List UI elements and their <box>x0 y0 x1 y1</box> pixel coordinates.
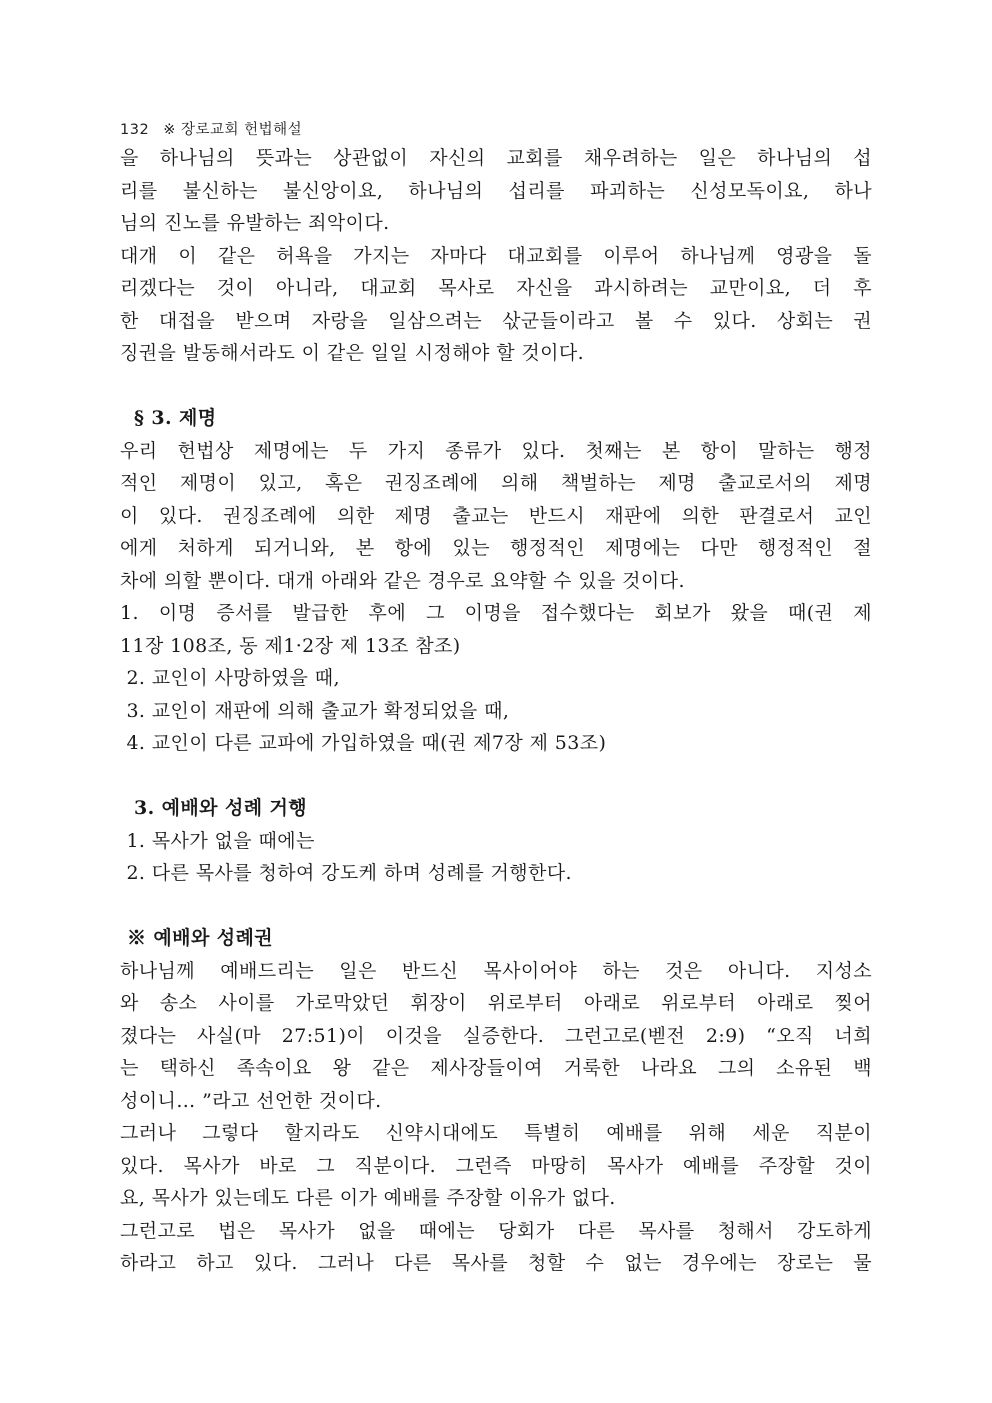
text-line: 는 택하신 족속이요 왕 같은 제사장들이여 거룩한 나라요 그의 소유된 백 <box>120 1057 872 1079</box>
text-line: 11장 108조, 동 제1·2장 제 13조 참조) <box>120 634 461 657</box>
list-item: 1. 목사가 없을 때에는 <box>120 829 315 852</box>
list <box>120 662 872 760</box>
text-line: 대개 이 같은 허욕을 가지는 자마다 대교회를 이루어 하나님께 영광을 돌 <box>120 244 872 267</box>
section-heading: ※ 예배와 성례권 <box>120 927 273 949</box>
section-heading: 3. 예배와 성례 거행 <box>120 797 307 819</box>
list-item: 2. 다른 목사를 청하여 강도케 하며 성례를 거행한다. <box>120 862 572 884</box>
text-line: 한 대접을 받으며 자랑을 일삼으려는 삯군들이라고 볼 수 있다. 상회는 권 <box>120 309 872 332</box>
text-line: 하라고 하고 있다. 그러나 다른 목사를 청할 수 없는 경우에는 장로는 물 <box>120 1252 872 1274</box>
spacer <box>120 890 872 923</box>
text-line: 졌다는 사실(마 27:51)이 이것을 실증한다. 그런고로(벧전 2:9) “오직 너희 <box>120 1024 872 1047</box>
list <box>120 825 872 890</box>
body-text <box>120 142 872 1280</box>
text-line: 이 있다. 권징조례에 의한 제명 출교는 반드시 재판에 의한 판결로서 교인 <box>120 504 872 527</box>
paragraph <box>120 240 872 370</box>
text-line: 에게 처하게 되거니와, 본 항에 있는 행정적인 제명에는 다만 행정적인 절 <box>120 537 872 559</box>
text-line: 징권을 발동해서라도 이 같은 일일 시정해야 할 것이다. <box>120 342 585 364</box>
text-line: 을 하나님의 뜻과는 상관없이 자신의 교회를 채우려하는 일은 하나님의 섭 <box>120 147 872 169</box>
list-item <box>120 597 872 662</box>
paragraph <box>120 1117 872 1215</box>
text-line: 1. 이명 증서를 발급한 후에 그 이명을 접수했다는 회보가 왔을 때(권 제 <box>120 602 872 624</box>
text-line: 님의 진노를 유발하는 죄악이다. <box>120 212 390 234</box>
running-title: ※ 장로교회 헌법해설 <box>163 122 303 138</box>
list-item: 2. 교인이 사망하였을 때, <box>120 667 340 689</box>
paragraph <box>120 435 872 598</box>
text-line: 그러나 그렇다 할지라도 신약시대에도 특별히 예배를 위해 세운 직분이 <box>120 1122 872 1144</box>
spacer <box>120 370 872 403</box>
text-line: 있다. 목사가 바로 그 직분이다. 그런즉 마땅히 목사가 예배를 주장할 것이 <box>120 1154 872 1177</box>
paragraph <box>120 955 872 1118</box>
page-number: 132 <box>120 122 150 138</box>
section-heading: § 3. 제명 <box>120 407 217 429</box>
text-line: 하나님께 예배드리는 일은 반드신 목사이어야 하는 것은 아니다. 지성소 <box>120 959 872 982</box>
text-line: 성이니… ”라고 선언한 것이다. <box>120 1089 382 1112</box>
paragraph <box>120 1215 872 1280</box>
text-line: 적인 제명이 있고, 혹은 권징조례에 의해 책벌하는 제명 출교로서의 제명 <box>120 472 872 494</box>
text-line: 요, 목사가 있는데도 다른 이가 예배를 주장할 이유가 없다. <box>120 1187 616 1209</box>
running-header <box>120 118 302 139</box>
text-line: 리를 불신하는 불신앙이요, 하나님의 섭리를 파괴하는 신성모독이요, 하나 <box>120 179 872 202</box>
text-line: 우리 헌법상 제명에는 두 가지 종류가 있다. 첫째는 본 항이 말하는 행정 <box>120 439 872 462</box>
paragraph <box>120 142 872 240</box>
text-line: 그런고로 법은 목사가 없을 때에는 당회가 다른 목사를 청해서 강도하게 <box>120 1219 872 1242</box>
list-item: 4. 교인이 다른 교파에 가입하였을 때(권 제7장 제 53조) <box>120 732 607 754</box>
spacer <box>120 760 872 793</box>
text-line: 리겠다는 것이 아니라, 대교회 목사로 자신을 과시하려는 교만이요, 더 후 <box>120 277 872 299</box>
list-item: 3. 교인이 재판에 의해 출교가 확정되었을 때, <box>120 699 510 722</box>
text-line: 차에 의할 뿐이다. 대개 아래와 같은 경우로 요약할 수 있을 것이다. <box>120 569 685 592</box>
text-line: 와 송소 사이를 가로막았던 휘장이 위로부터 아래로 위로부터 아래로 찢어 <box>120 992 872 1014</box>
